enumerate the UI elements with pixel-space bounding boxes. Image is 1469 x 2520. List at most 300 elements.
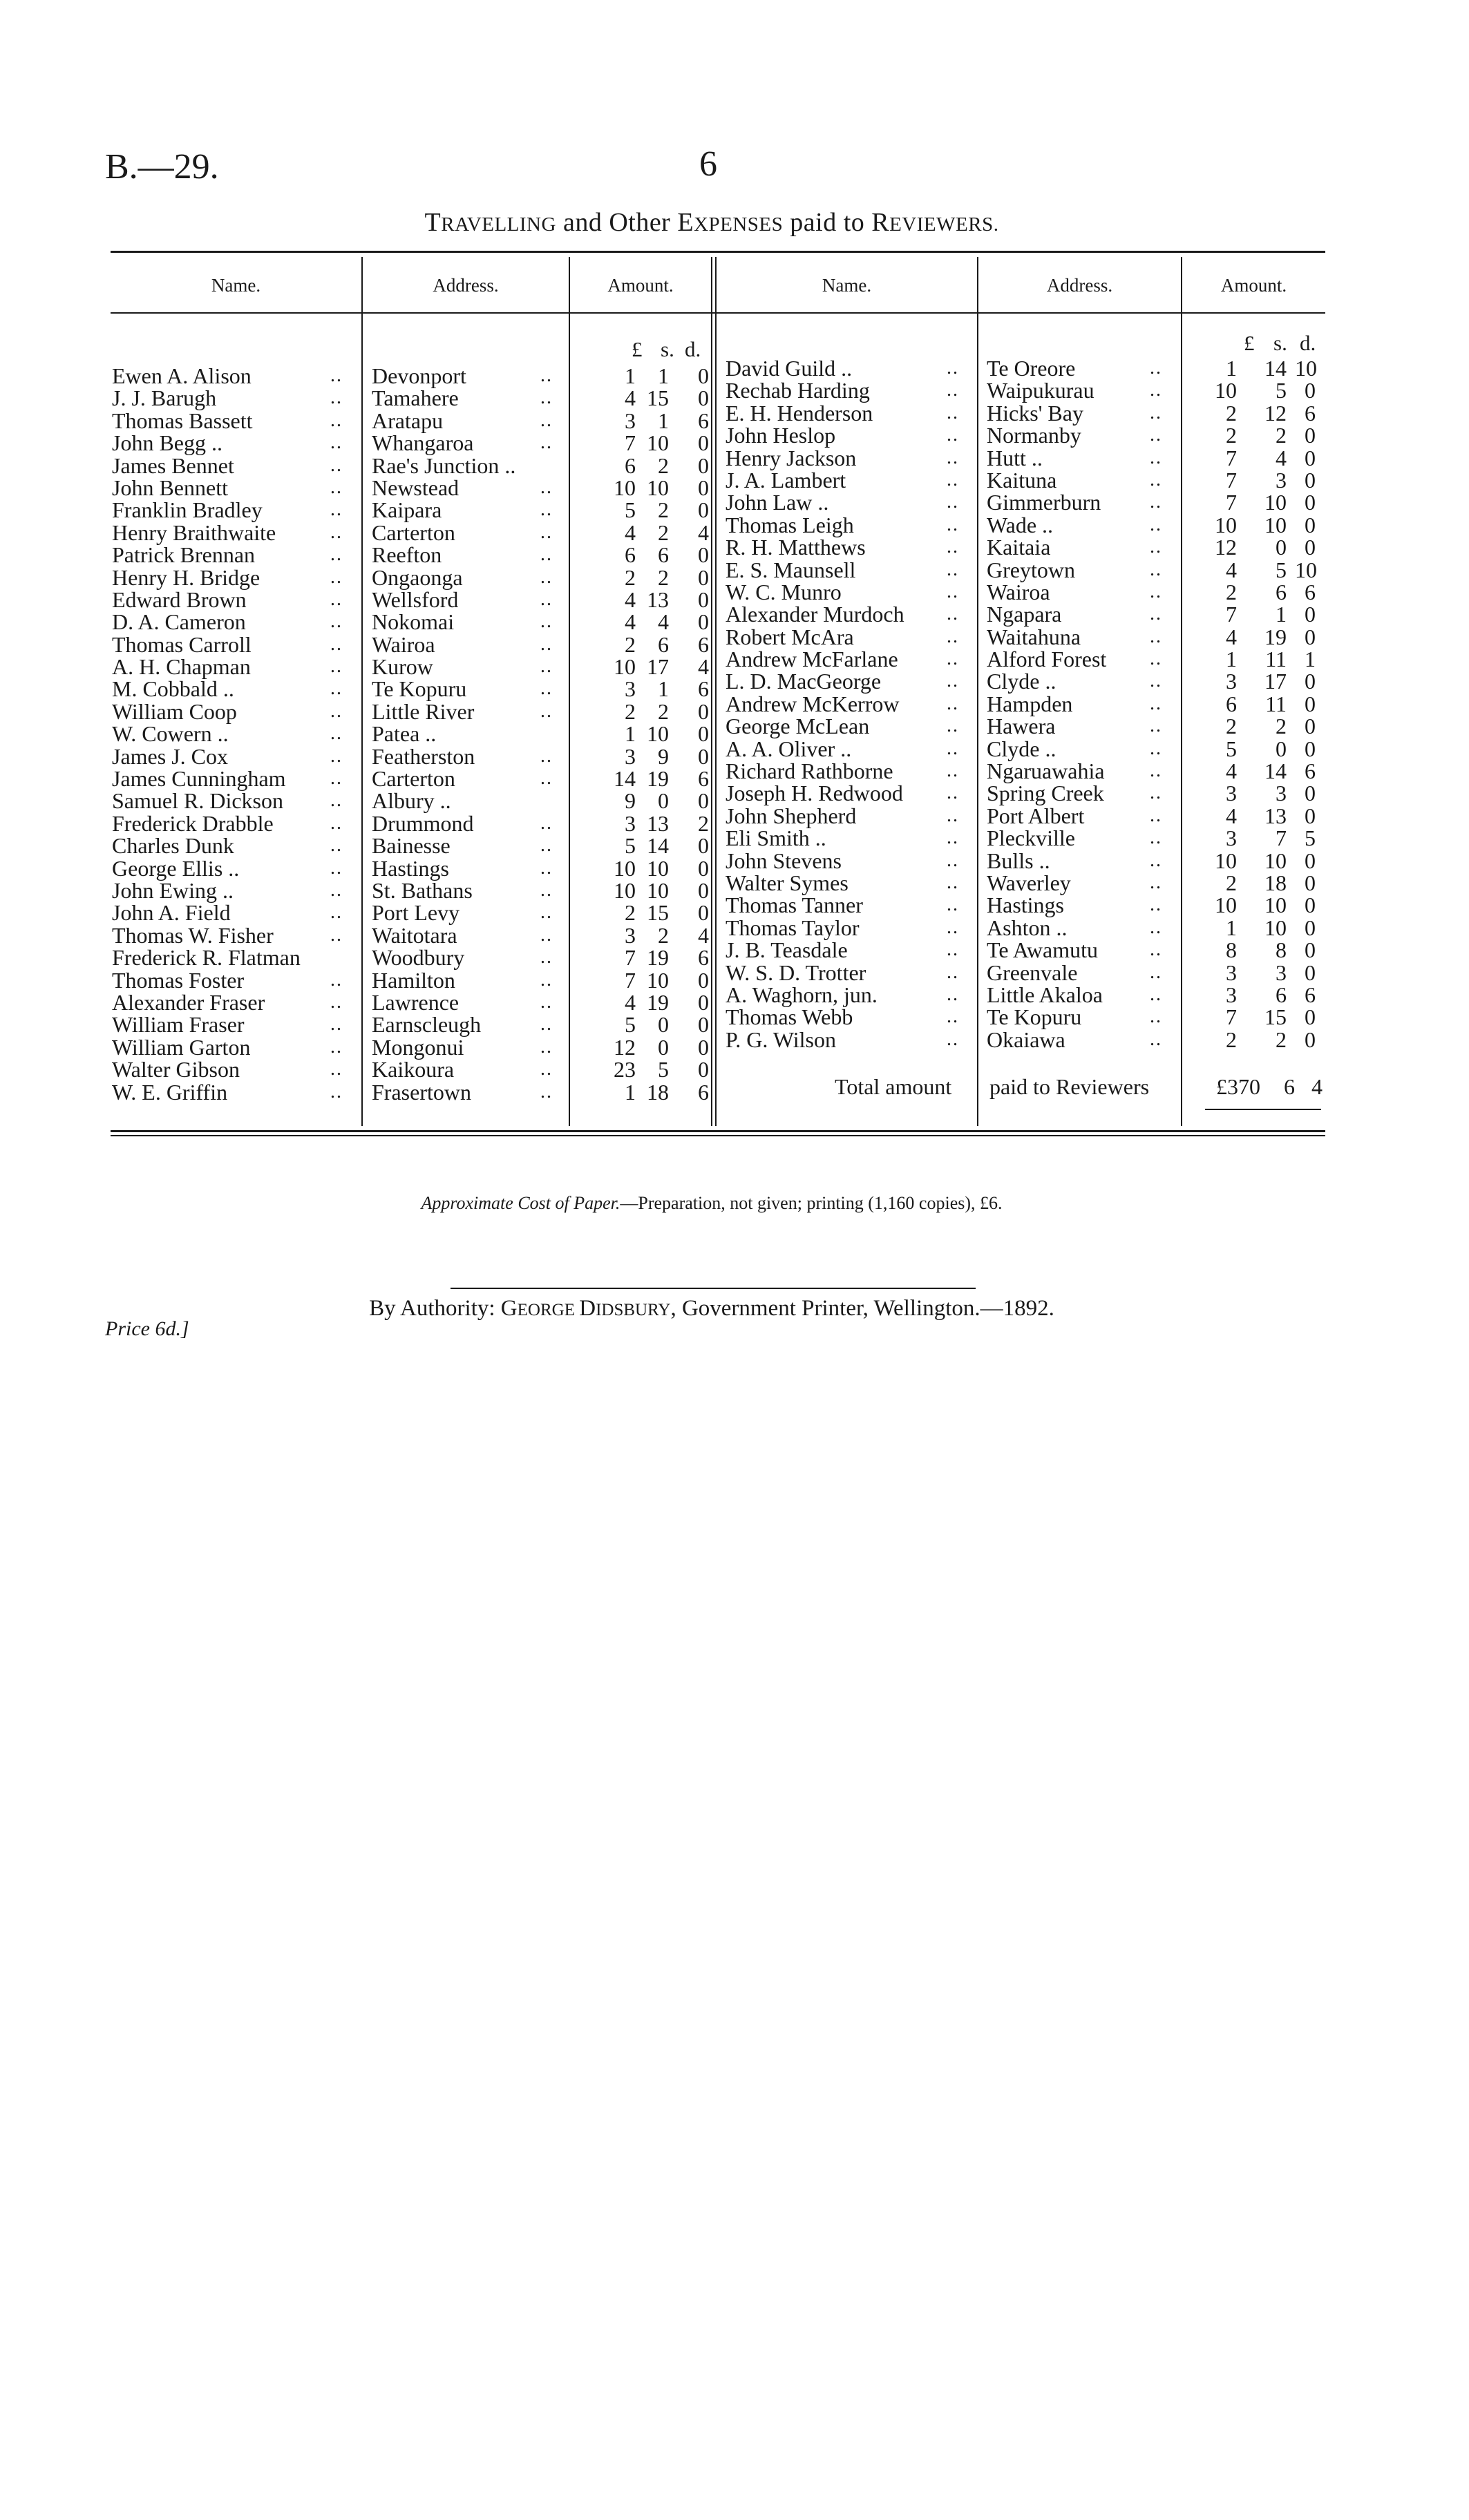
- leader-dots: ..: [330, 723, 343, 745]
- leader-dots: ..: [540, 924, 553, 946]
- reviewer-name: George McLean: [726, 714, 870, 739]
- column-header-name: Name.: [211, 275, 261, 296]
- reviewer-name: Richard Rathborne: [726, 758, 893, 784]
- reviewer-address: Gimmerburn: [987, 490, 1101, 515]
- amount-pence: 0: [698, 788, 709, 814]
- table-title: [0, 207, 1423, 238]
- reviewer-address: Tamahere: [372, 385, 459, 411]
- total-amount: [1205, 1074, 1323, 1099]
- amount-pence: 6: [698, 676, 709, 702]
- leader-dots: ..: [540, 1058, 553, 1080]
- amount-pence: 0: [1305, 423, 1316, 448]
- leader-dots: ..: [1150, 401, 1162, 423]
- reviewer-name: W. S. D. Trotter: [726, 960, 866, 985]
- leader-dots: ..: [540, 812, 553, 834]
- amount-shillings: 0: [658, 788, 669, 814]
- amount-shillings: 6: [1276, 579, 1287, 604]
- amount-pounds: 7: [1226, 445, 1237, 470]
- reviewer-name: Joseph H. Redwood: [726, 781, 903, 806]
- right-table-body: [0, 357, 1469, 1051]
- page-label: B.—29.: [105, 147, 219, 187]
- amount-pence: 0: [1305, 803, 1316, 828]
- amount-pounds: 6: [1226, 691, 1237, 716]
- leader-dots: ..: [540, 678, 553, 700]
- reviewer-name: William Coop: [112, 698, 237, 724]
- reviewer-address: Devonport: [372, 363, 466, 388]
- table-row: [0, 738, 1469, 760]
- leader-dots: ..: [1150, 1006, 1162, 1028]
- amount-pounds: 4: [625, 519, 636, 545]
- amount-pounds: 7: [625, 430, 636, 456]
- table-row: [0, 827, 1469, 849]
- reviewer-name: L. D. MacGeorge: [726, 669, 882, 694]
- reviewer-address: Waitahuna: [987, 624, 1081, 649]
- amount-pounds: 2: [625, 698, 636, 724]
- amount-shillings: 15: [647, 900, 669, 926]
- amount-shillings: 19: [647, 945, 669, 971]
- reviewer-name: Thomas Bassett: [112, 408, 253, 433]
- reviewer-name: R. H. Matthews: [726, 535, 866, 560]
- title-smallcaps: XPENSES: [694, 213, 784, 236]
- leader-dots: ..: [540, 1080, 553, 1102]
- amount-shillings: 5: [1276, 557, 1287, 582]
- authority-suffix: , Government Printer, Wellington.—1892.: [670, 1296, 1054, 1321]
- amount-shillings: 3: [1276, 960, 1287, 985]
- leader-dots: ..: [1150, 916, 1162, 938]
- amount-shillings: 10: [1264, 512, 1287, 537]
- leader-dots: ..: [1150, 491, 1162, 513]
- printer-smallcaps: IDSBURY: [596, 1301, 671, 1319]
- unit-pounds: £: [1244, 331, 1255, 355]
- reviewer-address: Wellsford: [372, 586, 459, 612]
- reviewer-name: Thomas Webb: [726, 1004, 853, 1030]
- amount-pence: 0: [1305, 714, 1316, 739]
- reviewer-name: J. J. Barugh: [112, 385, 217, 411]
- amount-pence: 0: [698, 497, 709, 523]
- table-row: [0, 962, 1469, 984]
- unit-shillings: s.: [661, 337, 674, 361]
- leader-dots: ..: [540, 968, 553, 991]
- leader-dots: ..: [1150, 580, 1162, 602]
- reviewer-name: W. C. Munro: [726, 579, 842, 604]
- amount-pounds: 2: [625, 900, 636, 926]
- amount-pence: 0: [1305, 669, 1316, 694]
- table-row: [0, 424, 1469, 446]
- leader-dots: ..: [1150, 357, 1162, 379]
- amount-pounds: 4: [1226, 758, 1237, 784]
- leader-dots: ..: [947, 692, 959, 714]
- leader-dots: ..: [1150, 961, 1162, 983]
- reviewer-address: Pleckville: [987, 825, 1075, 851]
- amount-pounds: 7: [1226, 602, 1237, 627]
- amount-shillings: 10: [1264, 915, 1287, 940]
- table-row: [0, 670, 1469, 692]
- leader-dots: ..: [540, 745, 553, 767]
- table-header-rule: [111, 312, 1325, 314]
- amount-pence: 0: [698, 967, 709, 993]
- title-smallcaps: RAVELLING: [441, 213, 556, 236]
- table-row: [0, 469, 1469, 491]
- reviewer-address: Okaiawa: [987, 1027, 1065, 1052]
- table-row: [0, 872, 1469, 894]
- leader-dots: ..: [330, 656, 343, 678]
- approximate-cost-note: [0, 1193, 1423, 1214]
- amount-pounds: 2: [1226, 714, 1237, 739]
- amount-shillings: 10: [647, 855, 669, 881]
- reviewer-address: Hutt ..: [987, 445, 1043, 470]
- amount-pence: 1: [1305, 647, 1316, 672]
- title-smallcaps: EVIEWERS.: [889, 213, 999, 236]
- leader-dots: ..: [540, 409, 553, 431]
- reviewer-name: A. H. Chapman: [112, 654, 251, 680]
- leader-dots: ..: [1150, 513, 1162, 535]
- table-row: [0, 693, 1469, 715]
- amount-pence: 4: [698, 922, 709, 948]
- leader-dots: ..: [330, 812, 343, 834]
- reviewer-name: Thomas Leigh: [726, 512, 854, 537]
- leader-dots: ..: [330, 499, 343, 521]
- reviewer-address: Ngaruawahia: [987, 758, 1105, 784]
- leader-dots: ..: [330, 767, 343, 790]
- reviewer-address: Greenvale: [987, 960, 1078, 985]
- leader-dots: ..: [947, 1028, 959, 1050]
- reviewer-name: John Heslop: [726, 423, 836, 448]
- leader-dots: ..: [1150, 827, 1162, 849]
- leader-dots: ..: [947, 513, 959, 535]
- reviewer-address: Normanby: [987, 423, 1081, 448]
- amount-shillings: 17: [647, 654, 669, 680]
- leader-dots: ..: [1150, 871, 1162, 893]
- amount-shillings: 6: [658, 542, 669, 568]
- reviewer-name: Alexander Fraser: [112, 989, 265, 1015]
- leader-dots: ..: [947, 827, 959, 849]
- amount-shillings: 2: [658, 497, 669, 523]
- reviewer-address: Hampden: [987, 691, 1073, 716]
- reviewer-name: James Bennet: [112, 452, 234, 478]
- amount-pence: 0: [1305, 1027, 1316, 1052]
- reviewer-address: St. Bathans: [372, 877, 473, 903]
- leader-dots: ..: [540, 588, 553, 610]
- leader-dots: ..: [540, 901, 553, 924]
- unit-shillings: s.: [1273, 331, 1287, 355]
- amount-pence: 0: [1305, 736, 1316, 761]
- leader-dots: ..: [330, 409, 343, 431]
- amount-pounds: 10: [614, 475, 636, 500]
- amount-pence: 0: [698, 743, 709, 769]
- reviewer-name: John Shepherd: [726, 803, 857, 828]
- reviewer-name: A. A. Oliver ..: [726, 736, 852, 761]
- amount-shillings: 2: [1276, 714, 1287, 739]
- amount-pounds: 4: [1226, 557, 1237, 582]
- leader-dots: ..: [330, 387, 343, 409]
- leader-dots: ..: [540, 946, 553, 968]
- amount-shillings: 10: [1264, 490, 1287, 515]
- amount-pounds: 1: [625, 721, 636, 747]
- reviewer-name: Thomas Carroll: [112, 631, 252, 657]
- reviewer-address: Hastings: [987, 892, 1064, 918]
- amount-shillings: 5: [658, 1057, 669, 1082]
- reviewer-address: Hicks' Bay: [987, 400, 1083, 426]
- leader-dots: ..: [1150, 760, 1162, 782]
- leader-dots: ..: [947, 580, 959, 602]
- reviewer-address: Kaituna: [987, 467, 1057, 493]
- amount-pence: 0: [1305, 512, 1316, 537]
- reviewer-name: Franklin Bradley: [112, 497, 263, 523]
- amount-pounds: 7: [1226, 1004, 1237, 1030]
- amount-pounds: 3: [625, 922, 636, 948]
- reviewer-name: Henry H. Bridge: [112, 564, 260, 590]
- leader-dots: ..: [540, 857, 553, 879]
- table-row: [0, 648, 1469, 670]
- reviewer-address: Featherston: [372, 743, 475, 769]
- leader-dots: ..: [330, 588, 343, 610]
- reviewer-address: Ongaonga: [372, 564, 463, 590]
- leader-dots: ..: [947, 536, 959, 558]
- reviewer-name: Henry Braithwaite: [112, 519, 276, 545]
- amount-shillings: 3: [1276, 781, 1287, 806]
- table-row: [0, 447, 1469, 469]
- amount-shillings: 19: [647, 989, 669, 1015]
- reviewer-address: Earnscleugh: [372, 1012, 482, 1038]
- amount-pence: 0: [1305, 490, 1316, 515]
- amount-pence: 0: [698, 698, 709, 724]
- amount-shillings: 6: [658, 631, 669, 657]
- amount-shillings: 6: [1276, 982, 1287, 1007]
- amount-pence: 5: [1305, 825, 1316, 851]
- reviewer-name: Patrick Brennan: [112, 542, 256, 568]
- amount-pence: 0: [698, 430, 709, 456]
- amount-pence: 2: [698, 810, 709, 836]
- amount-pence: 0: [698, 542, 709, 568]
- amount-shillings: 13: [647, 586, 669, 612]
- reviewer-name: J. B. Teasdale: [726, 937, 848, 963]
- leader-dots: ..: [330, 790, 343, 812]
- leader-dots: ..: [1150, 558, 1162, 580]
- leader-dots: ..: [1150, 424, 1162, 446]
- leader-dots: ..: [540, 432, 553, 454]
- table-row: [0, 760, 1469, 782]
- reviewer-name: Thomas Foster: [112, 967, 245, 993]
- reviewer-name: David Guild ..: [726, 356, 853, 381]
- amount-pence: 0: [698, 452, 709, 478]
- reviewer-address: Wairoa: [987, 579, 1050, 604]
- amount-shillings: 15: [1264, 1004, 1287, 1030]
- leader-dots: ..: [540, 365, 553, 386]
- leader-dots: ..: [330, 678, 343, 700]
- table-row: [0, 559, 1469, 581]
- price: Price 6d.]: [105, 1317, 189, 1340]
- reviewer-name: Walter Gibson: [112, 1057, 240, 1082]
- amount-pence: 0: [1305, 535, 1316, 560]
- amount-pence: 0: [1305, 892, 1316, 918]
- amount-pence: 6: [698, 1079, 709, 1105]
- reviewer-name: Walter Symes: [726, 870, 849, 895]
- amount-pounds: 2: [1226, 423, 1237, 448]
- leader-dots: ..: [1150, 804, 1162, 826]
- reviewer-address: Kaipara: [372, 497, 442, 523]
- amount-shillings: 4: [658, 609, 669, 635]
- amount-pence: 0: [698, 833, 709, 859]
- amount-pounds: 9: [625, 788, 636, 814]
- reviewer-address: Drummond: [372, 810, 474, 836]
- leader-dots: ..: [1150, 737, 1162, 759]
- amount-shillings: 0: [1276, 736, 1287, 761]
- reviewer-name: W. Cowern ..: [112, 721, 229, 747]
- amount-pence: 0: [698, 609, 709, 635]
- amount-shillings: 10: [647, 721, 669, 747]
- leader-dots: ..: [540, 566, 553, 588]
- reviewer-name: George Ellis ..: [112, 855, 240, 881]
- amount-pounds: 6: [625, 542, 636, 568]
- amount-pounds: 2: [1226, 579, 1237, 604]
- authority-prefix: By Authority:: [369, 1296, 501, 1321]
- reviewer-name: Alexander Murdoch: [726, 602, 904, 627]
- reviewer-name: M. Cobbald ..: [112, 676, 234, 702]
- total-label-rest: paid to Reviewers: [989, 1074, 1150, 1099]
- reviewer-name: Andrew McKerrow: [726, 691, 900, 716]
- leader-dots: ..: [947, 737, 959, 759]
- amount-pounds: 4: [625, 989, 636, 1015]
- amount-pounds: 2: [625, 564, 636, 590]
- reviewer-name: Henry Jackson: [726, 445, 857, 470]
- amount-shillings: 12: [1264, 400, 1287, 426]
- amount-shillings: 19: [1264, 624, 1287, 649]
- amount-pence: 6: [698, 766, 709, 792]
- amount-shillings: 10: [1264, 848, 1287, 873]
- amount-pounds: 3: [1226, 669, 1237, 694]
- leader-dots: ..: [540, 611, 553, 633]
- leader-dots: ..: [947, 357, 959, 379]
- leader-dots: ..: [947, 558, 959, 580]
- leader-dots: ..: [330, 745, 343, 767]
- amount-pounds: 3: [1226, 982, 1237, 1007]
- reviewer-name: Thomas W. Fisher: [112, 922, 274, 948]
- approx-italic: Approximate Cost of Paper.: [421, 1193, 620, 1213]
- unit-pounds: £: [632, 337, 643, 361]
- table-row: [0, 917, 1469, 939]
- amount-shillings: 9: [658, 743, 669, 769]
- amount-pounds: 10: [614, 654, 636, 680]
- reviewer-address: Wade ..: [987, 512, 1054, 537]
- leader-dots: ..: [947, 804, 959, 826]
- leader-dots: ..: [540, 879, 553, 901]
- reviewer-name: John A. Field: [112, 900, 231, 926]
- leader-dots: ..: [540, 700, 553, 722]
- leader-dots: ..: [947, 424, 959, 446]
- amount-shillings: 2: [1276, 1027, 1287, 1052]
- amount-shillings: 13: [647, 810, 669, 836]
- amount-pence: 0: [698, 900, 709, 926]
- amount-pence: 4: [698, 519, 709, 545]
- unit-pence: d.: [1300, 331, 1316, 355]
- reviewer-address: Te Awamutu: [987, 937, 1099, 963]
- amount-pence: 0: [698, 1057, 709, 1082]
- title-text: paid to: [783, 208, 872, 237]
- reviewer-address: Reefton: [372, 542, 442, 568]
- leader-dots: ..: [330, 1013, 343, 1035]
- reviewer-name: Edward Brown: [112, 586, 247, 612]
- leader-dots: ..: [947, 961, 959, 983]
- amount-shillings: 2: [658, 698, 669, 724]
- amount-shillings: 4: [1276, 445, 1287, 470]
- leader-dots: ..: [540, 544, 553, 566]
- amount-pence: 0: [698, 989, 709, 1015]
- table-row: [0, 984, 1469, 1006]
- leader-dots: ..: [330, 544, 343, 566]
- amount-shillings: 10: [1264, 892, 1287, 918]
- amount-pounds: 3: [625, 676, 636, 702]
- total-label: Total amount: [835, 1074, 952, 1099]
- amount-pence: 6: [698, 945, 709, 971]
- leader-dots: ..: [330, 879, 343, 901]
- reviewer-address: Wairoa: [372, 631, 435, 657]
- reviewer-address: Newstead: [372, 475, 459, 500]
- amount-pence: 6: [1305, 579, 1316, 604]
- amount-shillings: 0: [658, 1034, 669, 1060]
- amount-shillings: 14: [1264, 356, 1287, 381]
- reviewer-address: Kurow: [372, 654, 433, 680]
- amount-pence: 6: [1305, 400, 1316, 426]
- reviewer-address: Waitotara: [372, 922, 457, 948]
- printer-smallcaps: EORGE: [517, 1301, 580, 1319]
- amount-pounds: 10: [614, 877, 636, 903]
- leader-dots: ..: [540, 1035, 553, 1058]
- reviewer-address: Te Kopuru: [987, 1004, 1082, 1030]
- amount-pence: 0: [1305, 602, 1316, 627]
- reviewer-name: Samuel R. Dickson: [112, 788, 283, 814]
- table-row: [0, 894, 1469, 916]
- amount-shillings: 10: [647, 430, 669, 456]
- reviewer-address: Ashton ..: [987, 915, 1068, 940]
- amount-pounds: 1: [1226, 356, 1237, 381]
- reviewer-name: John Stevens: [726, 848, 842, 873]
- leader-dots: ..: [947, 1006, 959, 1028]
- amount-shillings: 1: [658, 363, 669, 388]
- amount-pence: 0: [698, 385, 709, 411]
- leader-dots: ..: [1150, 715, 1162, 737]
- amount-shillings: 11: [1265, 647, 1287, 672]
- amount-shillings: 2: [1276, 423, 1287, 448]
- table-row: [0, 491, 1469, 513]
- reviewer-address: Lawrence: [372, 989, 459, 1015]
- reviewer-address: Hawera: [987, 714, 1056, 739]
- reviewer-name: James Cunningham: [112, 766, 286, 792]
- amount-pounds: 4: [1226, 624, 1237, 649]
- table-row: [0, 402, 1469, 424]
- reviewer-name: Frederick R. Flatman: [112, 945, 301, 971]
- leader-dots: ..: [947, 782, 959, 804]
- table-row: [0, 805, 1469, 827]
- amount-pounds: 2: [1226, 400, 1237, 426]
- leader-dots: ..: [947, 401, 959, 423]
- reviewer-name: John Ewing ..: [112, 877, 234, 903]
- reviewer-address: Little River: [372, 698, 475, 724]
- leader-dots: ..: [1150, 849, 1162, 871]
- reviewer-name: W. E. Griffin: [112, 1079, 228, 1105]
- amount-shillings: 18: [647, 1079, 669, 1105]
- amount-pence: 0: [1305, 781, 1316, 806]
- leader-dots: ..: [330, 1035, 343, 1058]
- reviewer-address: Whangaroa: [372, 430, 474, 456]
- authority-line: [0, 1296, 1423, 1321]
- leader-dots: ..: [330, 521, 343, 543]
- leader-dots: ..: [947, 849, 959, 871]
- amount-shillings: 2: [658, 922, 669, 948]
- leader-dots: ..: [330, 476, 343, 498]
- approx-text: —Preparation, not given; printing (1,160 copies), £6.: [620, 1193, 1003, 1213]
- amount-pounds: 2: [1226, 1027, 1237, 1052]
- reviewer-address: Waipukurau: [987, 378, 1094, 403]
